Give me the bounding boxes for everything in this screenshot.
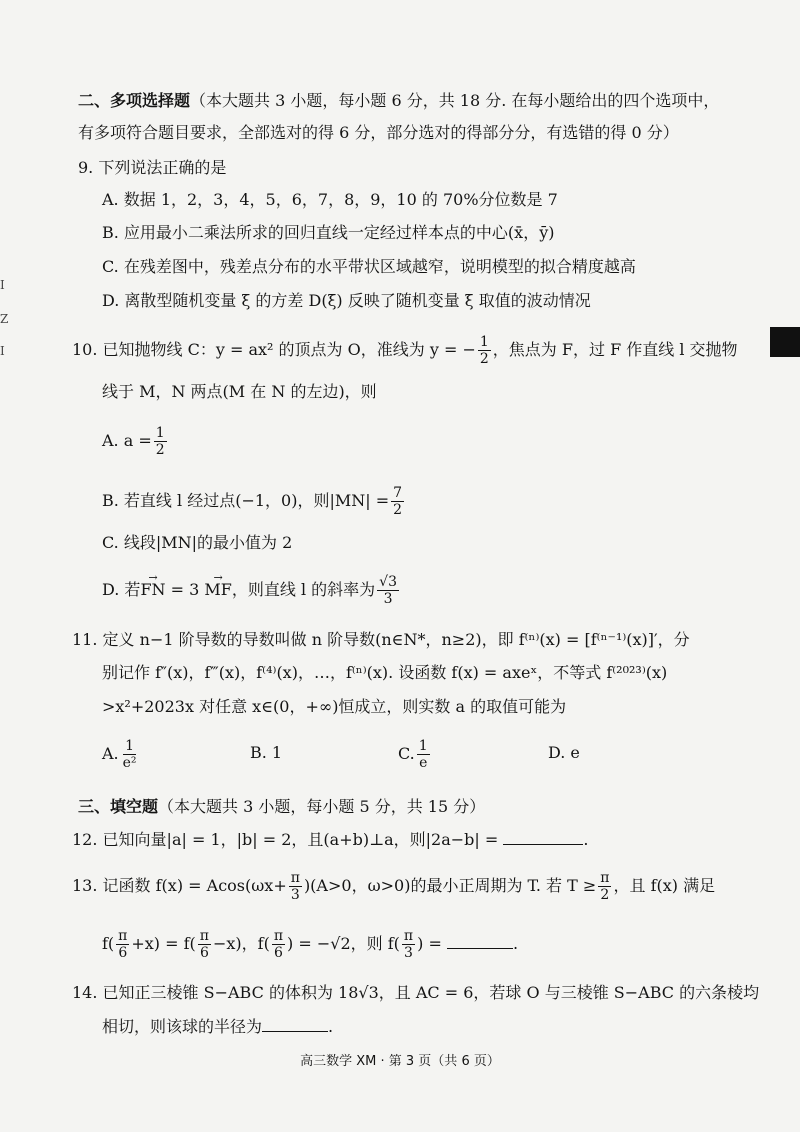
q13-number: 13. [72, 876, 98, 895]
q13-line2-b: +x) = f( [131, 934, 196, 953]
q13-f4 [402, 928, 415, 961]
side-mark-3: I [0, 344, 5, 358]
q10-b-num: 7 [393, 485, 403, 501]
q13-f1 [116, 928, 129, 961]
q12-number: 12. [72, 830, 98, 849]
q13-frac-pi2-num: π [600, 870, 610, 886]
q13-f4-num: π [403, 928, 414, 944]
q13-frac-pi3 [289, 870, 302, 903]
q13-f2-den: 6 [199, 945, 209, 961]
section3-desc: （本大题共 3 小题，每小题 5 分，共 15 分） [158, 797, 486, 816]
section2-header [78, 90, 719, 112]
q10-stem-a: 已知抛物线 C：y = ax² 的顶点为 O，准线为 y = − [102, 340, 476, 359]
q10-stem-frac-den: 2 [479, 351, 489, 367]
q10-a-den: 2 [155, 442, 165, 458]
q11-number: 11. [72, 630, 98, 649]
q10-stem-frac-num: 1 [479, 334, 489, 350]
q10-d-mid: = 3 [165, 580, 205, 599]
q13-end: . [512, 934, 519, 953]
q13-line2-c: −x)，f( [213, 934, 270, 953]
q11-option-c [398, 738, 432, 771]
section3-header [78, 796, 485, 818]
section3-title: 三、填空题 [78, 797, 159, 816]
q10-a-pre: A. a = [102, 431, 152, 450]
q13-line1 [72, 870, 715, 903]
section2-desc-line2: 有多项符合题目要求，全部选对的得 6 分，部分选对的得部分分，有选错的得 0 分） [78, 123, 679, 142]
q10-d-vector-mf: → MF [204, 579, 231, 601]
q13-f2-num: π [199, 928, 209, 944]
q11-c-den: e [419, 755, 428, 771]
q11-option-d: D. e [548, 743, 580, 762]
q10-stem-b: ，焦点为 F，过 F 作直线 l 交抛物 [492, 340, 738, 359]
q13-frac-pi2-den: 2 [600, 887, 610, 903]
q9-option-a: A. 数据 1，2，3，4，5，6，7，8，9，10 的 70%分位数是 7 [102, 190, 558, 209]
q10-option-c: C. 线段|MN|的最小值为 2 [102, 533, 293, 552]
q11-option-b: B. 1 [250, 743, 283, 762]
q11-option-a [102, 738, 141, 771]
q10-a-num: 1 [155, 425, 165, 441]
q14-number: 14. [72, 983, 98, 1002]
q10-b-pre: B. 若直线 l 经过点(−1，0)，则|MN| = [102, 491, 390, 510]
side-mark-2: Z [0, 312, 9, 326]
q12-text: 已知向量|a| = 1，|b| = 2，且(a+b)⊥a，则|2a−b| = [102, 830, 499, 849]
q10-d-num: √3 [379, 574, 397, 590]
q14-line2 [102, 1015, 333, 1038]
q11-a-num: 1 [125, 738, 135, 754]
q13-line1-b: )(A>0，ω>0)的最小正周期为 T. 若 T ≥ [303, 876, 597, 895]
section2-title: 二、多项选择题 [78, 91, 191, 110]
q13-line1-a: 记函数 f(x) = Acos(ωx+ [102, 876, 287, 895]
q13-f1-num: π [118, 928, 128, 944]
q10-d-fraction [377, 574, 399, 607]
q10-a-fraction [154, 425, 167, 458]
q13-frac-pi3-num: π [290, 870, 300, 886]
q13-f3-num: π [273, 928, 284, 944]
q10-stem-line2: 线于 M，N 两点(M 在 N 的左边)，则 [102, 382, 377, 401]
q14-end: . [328, 1017, 334, 1036]
q12-line [72, 828, 589, 851]
q13-f2 [198, 928, 211, 961]
q13-frac-pi2 [598, 870, 611, 903]
q10-option-d [102, 574, 401, 607]
q9-number: 9. [78, 158, 94, 177]
q14-answer-blank[interactable] [262, 1015, 328, 1032]
q11-c-pre: C. [398, 744, 415, 763]
q11-line3: >x²+2023x 对任意 x∈(0，+∞)恒成立，则实数 a 的取值可能为 [102, 697, 567, 716]
q13-line2-d: ) = −√2，则 f( [287, 934, 400, 953]
q11-line1 [72, 629, 690, 651]
q10-number: 10. [72, 340, 98, 359]
q11-c-num: 1 [418, 738, 428, 754]
q13-f1-den: 6 [118, 945, 128, 961]
q12-end: . [583, 830, 589, 849]
q12-answer-blank[interactable] [503, 828, 583, 845]
q11-line2: 别记作 f″(x)，f‴(x)，f⁽⁴⁾(x)，…，f⁽ⁿ⁾(x). 设函数 f(x) = axeˣ，不等式 f⁽²⁰²³⁾(x) [102, 663, 668, 682]
side-mark-1: I [0, 278, 5, 292]
q14-line1-text: 已知正三棱锥 S−ABC 的体积为 18√3，且 AC = 6，若球 O 与三棱锥 S−ABC 的六条棱均 [102, 983, 760, 1002]
q11-c-fraction [417, 738, 430, 771]
q13-frac-pi3-den: 3 [290, 887, 300, 903]
q10-stem [72, 334, 738, 367]
edge-black-tab [770, 327, 800, 357]
q13-line2 [102, 928, 518, 961]
q13-line2-a: f( [102, 934, 115, 953]
q10-option-a [102, 425, 169, 458]
q11-a-den: e² [122, 755, 137, 771]
section2-desc-line1: （本大题共 3 小题，每小题 6 分，共 18 分. 在每小题给出的四个选项中， [190, 91, 720, 110]
q13-answer-blank[interactable] [447, 932, 513, 949]
q13-f3 [272, 928, 285, 961]
q10-d-pre: D. 若 [102, 580, 141, 599]
q10-b-fraction [391, 485, 404, 518]
q10-option-b [102, 485, 406, 518]
q10-b-den: 2 [393, 502, 403, 518]
q9-option-c: C. 在残差图中，残差点分布的水平带状区域越窄，说明模型的拟合精度越高 [102, 257, 636, 276]
q10-d-vector-fn: → FN [140, 579, 165, 601]
q13-f3-den: 6 [273, 945, 283, 961]
q13-f4-den: 3 [404, 945, 413, 961]
q10-d-den: 3 [383, 591, 393, 607]
q13-line2-e: ) = [417, 934, 442, 953]
q9-option-d: D. 离散型随机变量 ξ 的方差 D(ξ) 反映了随机变量 ξ 取值的波动情况 [102, 291, 591, 310]
q14-line2-text: 相切，则该球的半径为 [102, 1017, 263, 1036]
q9-stem-text: 下列说法正确的是 [98, 158, 227, 177]
q11-line1-text: 定义 n−1 阶导数的导数叫做 n 阶导数(n∈N*，n≥2)，即 f⁽ⁿ⁾(x) = [f⁽ⁿ⁻¹⁾(x)]′，分 [102, 630, 690, 649]
q14-line1 [72, 982, 759, 1004]
q11-a-pre: A. [102, 744, 119, 763]
q10-d-post: ，则直线 l 的斜率为 [231, 580, 376, 599]
q13-line1-d: ，且 f(x) 满足 [613, 876, 716, 895]
q11-a-fraction [121, 738, 139, 771]
q9-option-b: B. 应用最小二乘法所求的回归直线一定经过样本点的中心(x̄，ȳ) [102, 223, 555, 242]
q9-stem [78, 157, 226, 179]
q10-stem-fraction [478, 334, 491, 367]
page-footer: 高三数学 XM · 第 3 页（共 6 页） [300, 1054, 500, 1069]
